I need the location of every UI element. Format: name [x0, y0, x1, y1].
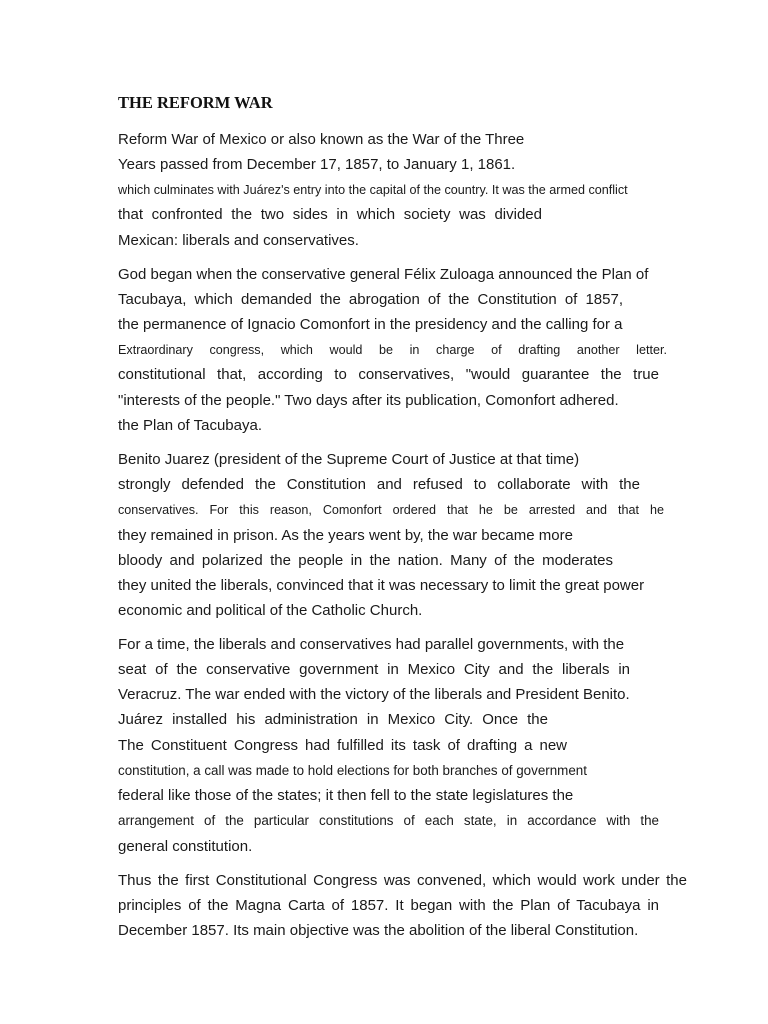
text-line: constitutional that, according to conservatives, "would guarantee the true — [118, 366, 659, 383]
text-line: principles of the Magna Carta of 1857. It began with the Plan of Tacubaya in — [118, 897, 659, 914]
text-line: For a time, the liberals and conservatives had parallel governments, with the — [118, 636, 625, 653]
text-line: Mexican: liberals and conservatives. — [118, 232, 359, 249]
text-line: economic and political of the Catholic Church. — [118, 602, 423, 619]
text-line: they remained in prison. As the years went by, the war became more — [118, 527, 573, 544]
text-line: bloody and polarized the people in the nation. Many of the moderates — [118, 552, 613, 569]
text-line: they united the liberals, convinced that it was necessary to limit the great power — [118, 577, 645, 594]
document-title: THE REFORM WAR — [118, 93, 273, 112]
text-line: December 1857. Its main objective was the abolition of the liberal Constitution. — [118, 922, 639, 939]
text-line: Years passed from December 17, 1857, to January 1, 1861. — [118, 156, 516, 173]
text-line: Thus the first Constitutional Congress was convened, which would work under the — [118, 872, 687, 889]
text-line: federal like those of the states; it then fell to the state legislatures the — [118, 787, 574, 804]
text-line: Extraordinary congress, which would be in charge of drafting another letter. — [118, 343, 667, 357]
text-line: that confronted the two sides in which society was divided — [118, 206, 542, 223]
text-line: Reform War of Mexico or also known as the War of the Three — [118, 131, 525, 148]
text-line: Veracruz. The war ended with the victory of the liberals and President Benito. — [118, 686, 630, 703]
text-line: strongly defended the Constitution and refused to collaborate with the — [118, 476, 640, 493]
text-line: conservatives. For this reason, Comonfort ordered that he be arrested and that he — [118, 503, 664, 517]
text-line: constitution, a call was made to hold elections for both branches of government — [118, 763, 587, 778]
text-line: God began when the conservative general Félix Zuloaga announced the Plan of — [118, 266, 649, 283]
text-line: seat of the conservative government in Mexico City and the liberals in — [118, 661, 630, 678]
text-line: the permanence of Ignacio Comonfort in the presidency and the calling for a — [118, 316, 623, 333]
text-line: Benito Juarez (president of the Supreme Court of Justice at that time) — [118, 451, 580, 468]
text-line: which culminates with Juárez's entry into the capital of the country. It was the armed conflict — [118, 183, 628, 197]
text-line: Juárez installed his administration in Mexico City. Once the — [118, 711, 548, 728]
text-line: general constitution. — [118, 838, 253, 855]
text-line: "interests of the people." Two days after its publication, Comonfort adhered. — [118, 392, 619, 409]
text-line: Tacubaya, which demanded the abrogation of the Constitution of 1857, — [118, 291, 623, 308]
text-line: The Constituent Congress had fulfilled its task of drafting a new — [118, 737, 567, 754]
text-line: arrangement of the particular constitutions of each state, in accordance with the — [118, 813, 659, 828]
text-line: the Plan of Tacubaya. — [118, 417, 262, 434]
